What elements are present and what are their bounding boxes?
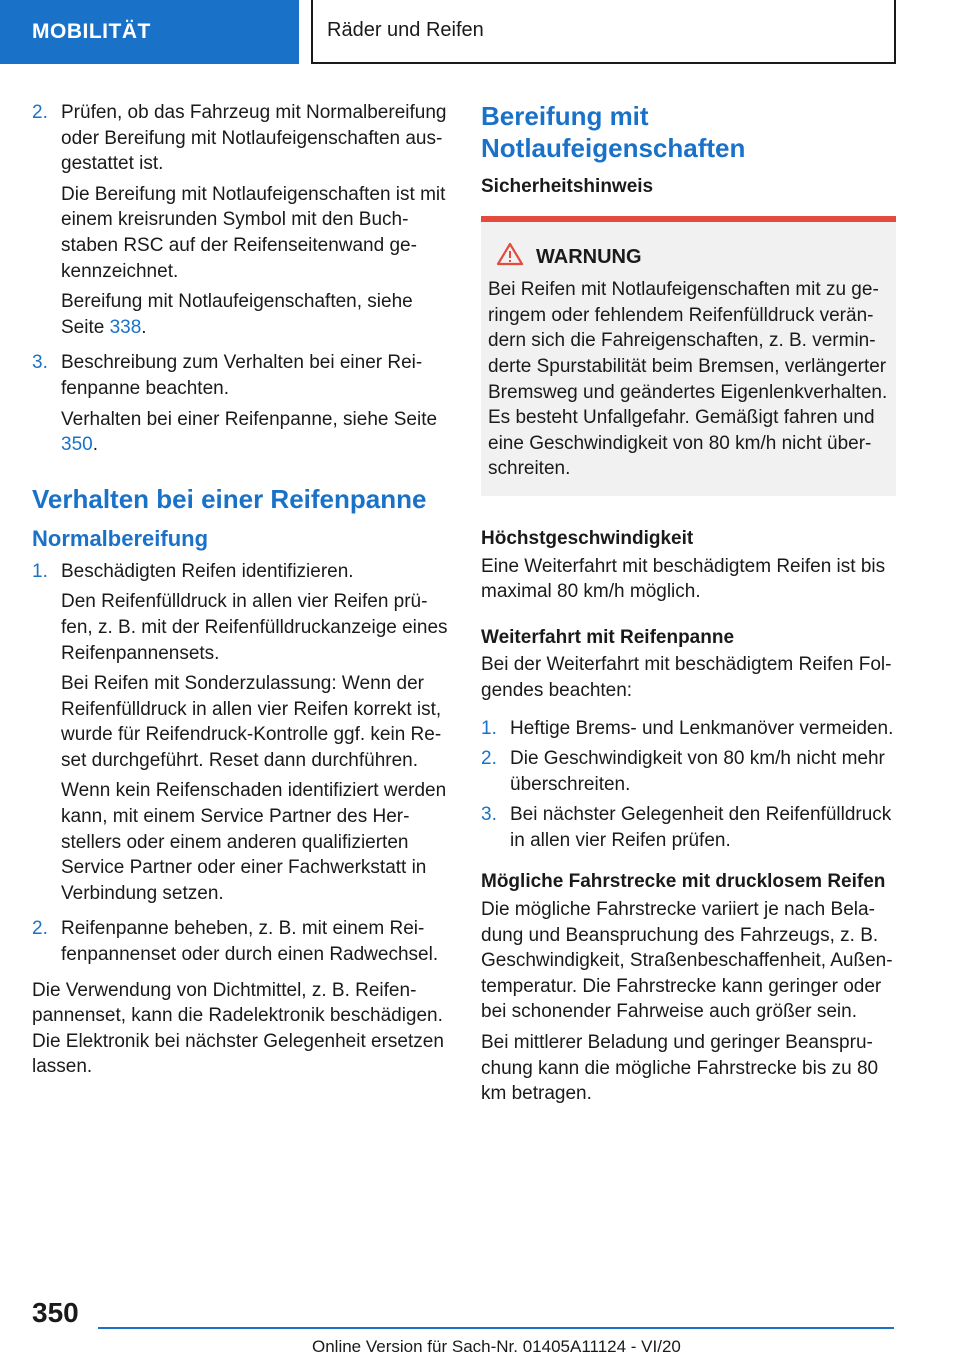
paragraph: Den Reifenfülldruck in allen vier Reifen prüfen, z. B. mit der Reifenfülldruckanzeige eines Reifenpannensets.: [61, 591, 448, 664]
paragraph: Wenn kein Reifenschaden identifiziert werden kann, mit einem Service Partner des Herstellers oder einem anderen qualifizierten Service Partner oder einer Fachwerkstatt in Verbindung setzen.: [61, 780, 447, 904]
paragraph: Reifenpanne beheben, z. B. mit einem Reifenpannenset oder durch einen Radwechsel.: [61, 918, 439, 966]
paragraph: Die Bereifung mit Notlaufeigenschaften ist mit einem kreisrunden Symbol mit den Buchstaben RSC auf der Reifenseitenwand gekennzeichnet.: [61, 183, 446, 282]
heading-safety: Sicherheitshinweis: [481, 176, 654, 197]
list-number: 3.: [481, 804, 497, 826]
list-text: Bei nächster Gelegenheit den Reifenfülldruck in allen vier Reifen prüfen.: [510, 804, 892, 851]
footer-divider: [98, 1327, 894, 1329]
page-link[interactable]: 350: [61, 434, 93, 456]
paragraph: Bei der Weiterfahrt mit beschädigtem Reifen Folgendes beachten:: [481, 654, 892, 701]
chapter-header: [311, 0, 896, 64]
heading-normal-tyres: Normalbereifung: [32, 525, 209, 551]
list-number: 2.: [481, 748, 497, 770]
page-link[interactable]: 338: [109, 316, 142, 338]
list-number: 2.: [32, 102, 48, 123]
list-text: Die Geschwindigkeit von 80 km/h nicht mehr überschreiten.: [510, 748, 885, 795]
list-text: Heftige Brems- und Lenkmanöver vermeiden.: [510, 717, 894, 739]
list-number: 1.: [481, 717, 497, 739]
paragraph: Eine Weiterfahrt mit beschädigtem Reifen ist bis maximal 80 km/h möglich.: [481, 555, 886, 603]
warning-text: Bei Reifen mit Notlaufeigenschaften mit zu geringem oder fehlendem Reifenfülldruck verändern sich die Fahreigenschaften, z. B. verminderte Spurstabilität beim Bremsen, verlängerter Bremsweg und geändertes Eigenlenkverhalten. Es besteht Unfallgefahr. Gemäßigt fahren und eine Geschwindigkeit von 80 km/h nicht überschreiten.: [488, 279, 888, 480]
list-item: [481, 746, 896, 797]
section-header: [0, 0, 299, 64]
list-item: [32, 916, 450, 972]
right-column: [481, 100, 896, 1112]
heading-max-speed: Höchstgeschwindigkeit: [481, 527, 694, 549]
page-number: 350: [32, 1297, 79, 1328]
paragraph: Beschreibung zum Verhalten bei einer Reifenpanne beachten.: [61, 352, 423, 399]
paragraph: Die mögliche Fahrstrecke variiert je nach Beladung und Beanspruchung des Fahrzeugs, z. B. Geschwindigkeit, Straßenbeschaffenheit, Außentemperatur. Die Fahrstrecke kann geringer oder bei schonender Fahrweise auch größer sein.: [481, 899, 893, 1023]
heading-runflat: Bereifung mit Notlaufeigenschaften: [481, 101, 746, 163]
section-title: MOBILITÄT: [32, 20, 151, 44]
list-number: 3.: [32, 352, 48, 374]
paragraph: Beschädigten Reifen identifizieren.: [61, 560, 354, 582]
closing-paragraph: Die Verwendung von Dichtmittel, z. B. Reifenpannenset, kann die Radelektronik beschädigen. Die Elektronik bei nächster Gelegenheit ersetzen lassen.: [32, 979, 444, 1078]
list-number: 1.: [32, 560, 48, 582]
list-item: [481, 802, 896, 853]
footer-version: Online Version für Sach-Nr. 01405A11124 - VI/20: [312, 1337, 681, 1356]
list-item: [481, 716, 896, 742]
cross-reference: Verhalten bei einer Reifenpanne, siehe Seite 350.: [61, 408, 438, 456]
left-column: [32, 100, 450, 1085]
cross-reference: Bereifung mit Notlaufeigenschaften, siehe Seite 338.: [61, 291, 413, 338]
paragraph: Prüfen, ob das Fahrzeug mit Normalbereifung oder Bereifung mit Notlaufeigenschaften ausgestattet ist.: [61, 102, 447, 175]
paragraph: Bei mittlerer Beladung und geringer Beanspruchung kann die mögliche Fahrstrecke bis zu 80 km betragen.: [481, 1032, 879, 1105]
heading-possible-range: Mögliche Fahrstrecke mit drucklosem Reifen: [481, 871, 886, 893]
list-item: [32, 559, 450, 912]
chapter-title: Räder und Reifen: [327, 19, 484, 42]
list-number: 2.: [32, 918, 48, 940]
paragraph: Bei Reifen mit Sonderzulassung: Wenn der Reifenfülldruck in allen vier Reifen korrekt ist, wurde für Reifendruck-Kontrolle ggf. kein Reset durchgeführt. Reset dann durchführen.: [61, 673, 442, 771]
heading-breakdown: Verhalten bei einer Reifenpanne: [32, 483, 427, 514]
list-item: [32, 350, 450, 462]
warning-title: WARNUNG: [536, 245, 642, 268]
warning-triangle-icon: [496, 242, 536, 274]
list-item: [32, 100, 450, 345]
heading-continue-driving: Weiterfahrt mit Reifenpanne: [481, 626, 735, 648]
warning-box: [481, 216, 896, 496]
